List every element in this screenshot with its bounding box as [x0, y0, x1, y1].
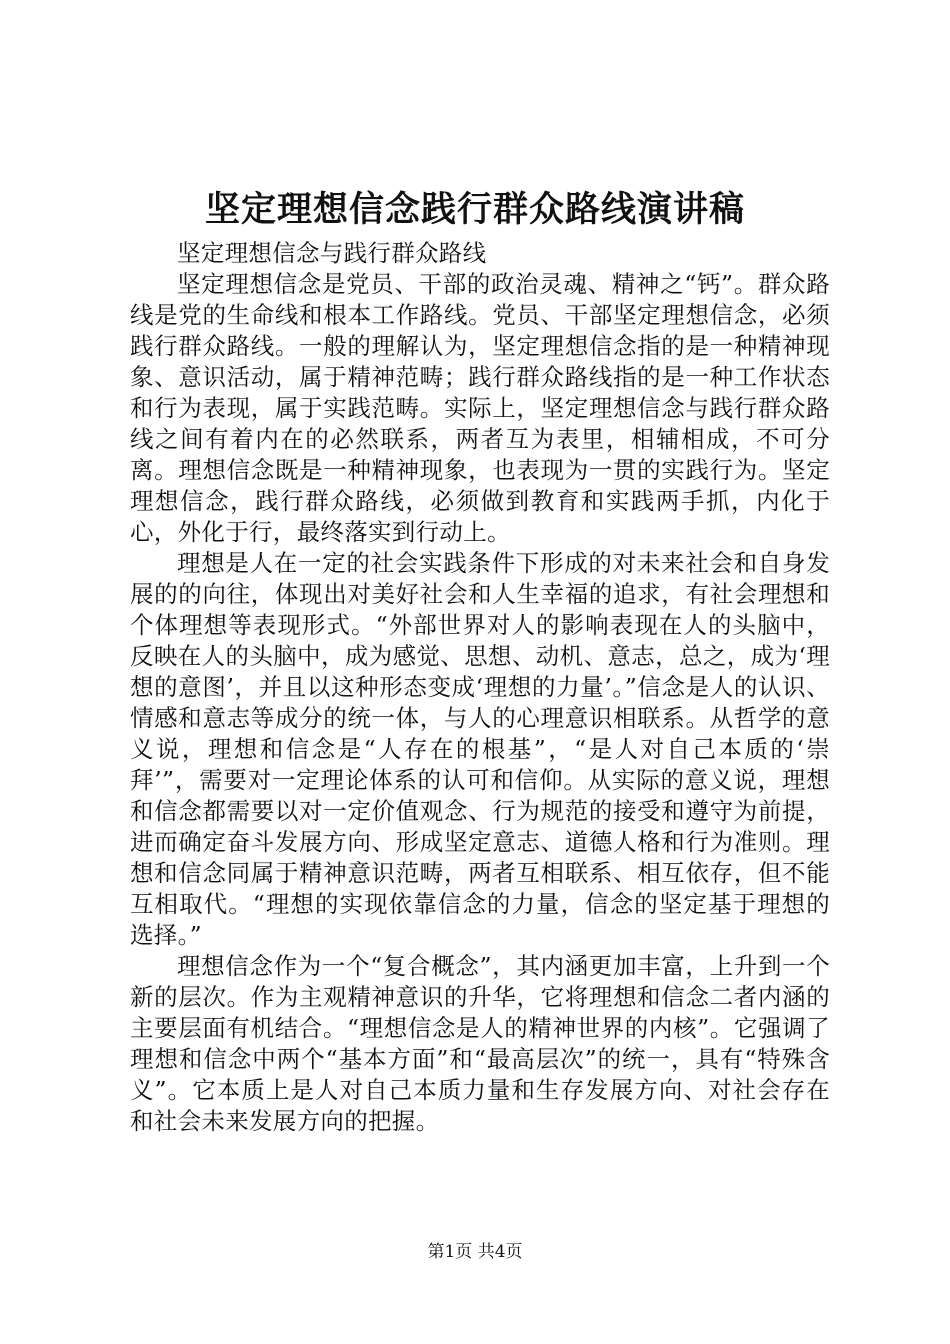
document-body: [130, 238, 830, 1137]
document-title: 坚定理想信念践行群众路线演讲稿: [204, 189, 745, 230]
page-number-footer: 第1页 共4页: [427, 1242, 523, 1262]
body-paragraph-2: 理想是人在一定的社会实践条件下形成的对未来社会和自身发展的的向往，体现出对美好社会和人生幸福的追求，有社会理想和个体理想等表现形式。“外部世界对人的影响表现在人的头脑中，反映在人的头脑中，成为感觉、思想、动机、意志，总之，成为‘理想的意图’，并且以这种形态变成‘理想的力量’。”信念是人的认识、情感和意志等成分的统一体，与人的心理意识相联系。从哲学的意义说，理想和信念是“人存在的根基”，“是人对自己本质的‘崇拜’”，需要对一定理论体系的认可和信仰。从实际的意义说，理想和信念都需要以对一定价值观念、行为规范的接受和遵守为前提，进而确定奋斗发展方向、形成坚定意志、道德人格和行为准则。理想和信念同属于精神意识范畴，两者互相联系、相互依存，但不能互相取代。“理想的实现依靠信念的力量，信念的坚定基于理想的选择。”: [130, 549, 830, 949]
subtitle-paragraph: 坚定理想信念与践行群众路线: [177, 239, 487, 267]
body-paragraph-1: 坚定理想信念是党员、干部的政治灵魂、精神之“钙”。群众路线是党的生命线和根本工作路线。党员、干部坚定理想信念，必须践行群众路线。一般的理解认为，坚定理想信念指的是一种精神现象、意识活动，属于精神范畴；践行群众路线指的是一种工作状态和行为表现，属于实践范畴。实际上，坚定理想信念与践行群众路线之间有着内在的必然联系，两者互为表里，相辅相成，不可分离。理想信念既是一种精神现象，也表现为一贯的实践行为。坚定理想信念，践行群众路线，必须做到教育和实践两手抓，内化于心，外化于行，最终落实到行动上。: [130, 270, 830, 546]
body-paragraph-3: 理想信念作为一个“复合概念”，其内涵更加丰富，上升到一个新的层次。作为主观精神意识的升华，它将理想和信念二者内涵的主要层面有机结合。“理想信念是人的精神世界的内核”。它强调了理想和信念中两个“基本方面”和“最高层次”的统一，具有“特殊含义”。它本质上是人对自己本质力量和生存发展方向、对社会存在和社会未来发展方向的把握。: [130, 952, 830, 1135]
